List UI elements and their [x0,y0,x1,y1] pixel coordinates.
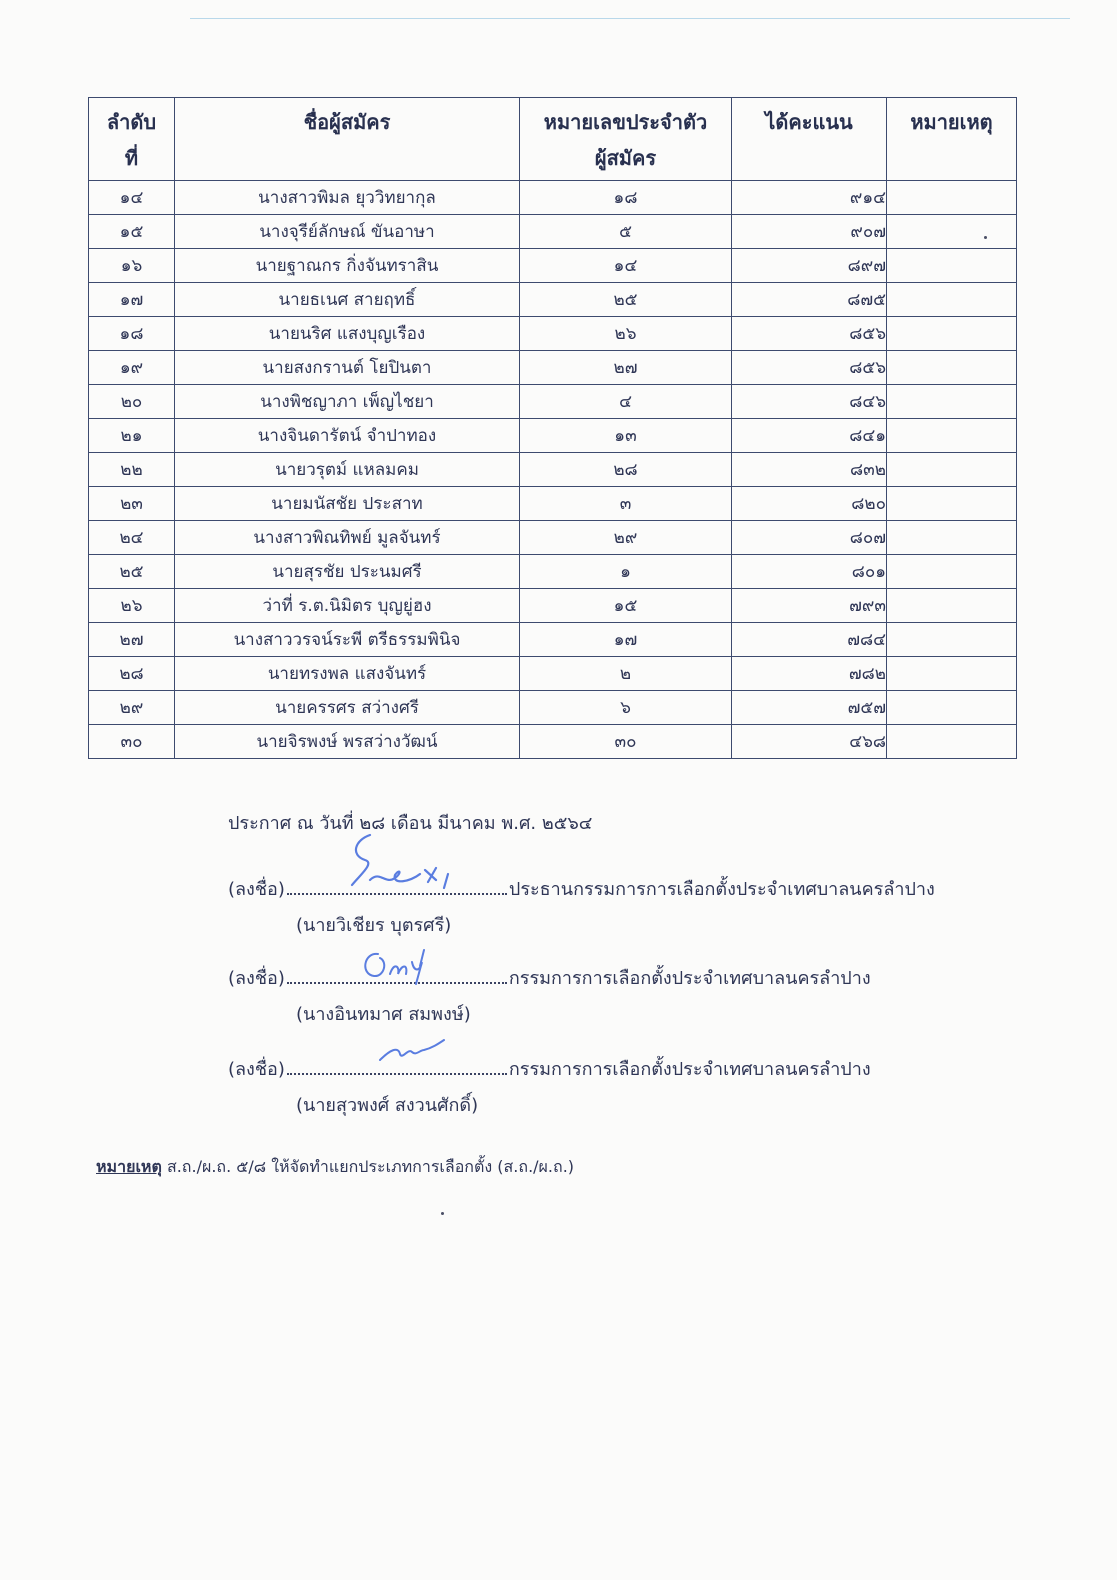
row-score: ๗๕๗ [732,691,887,725]
row-candidate-id: ๒๕ [520,283,732,317]
row-seq-number: ๒๒ [89,453,175,487]
row-candidate-name: นางพิชญาภา เพ็ญไชยา [175,385,520,419]
row-candidate-name: นางสาววรจน์ระพี ตรีธรรมพินิจ [175,623,520,657]
row-candidate-name: นายนริศ แสงบุญเรือง [175,317,520,351]
row-candidate-id: ๔ [520,385,732,419]
table-row [89,181,1017,215]
row-seq-number: ๑๖ [89,249,175,283]
row-candidate-name: นางจินดารัตน์ จำปาทอง [175,419,520,453]
table-row [89,351,1017,385]
row-remark [887,623,1017,657]
table-row [89,555,1017,589]
signature-scribble-member-1 [356,944,436,989]
row-seq-number: ๑๗ [89,283,175,317]
row-candidate-id: ๑๘ [520,181,732,215]
row-remark [887,385,1017,419]
table-row [89,249,1017,283]
table-row [89,521,1017,555]
row-remark [887,555,1017,589]
speck-dot [441,1212,444,1215]
row-remark [887,521,1017,555]
row-score: ๗๙๓ [732,589,887,623]
footnote-label: หมายเหตุ [96,1157,162,1176]
row-candidate-id: ๑๓ [520,419,732,453]
row-seq-number: ๑๔ [89,181,175,215]
table-row [89,657,1017,691]
table-row [89,215,1017,249]
row-candidate-id: ๕ [520,215,732,249]
table-row [89,419,1017,453]
row-candidate-id: ๑ [520,555,732,589]
signature-role: กรรมการการเลือกตั้งประจำเทศบาลนครลำปาง [508,1059,871,1080]
top-rule [190,18,1070,19]
header-id: หมายเลขประจำตัว ผู้สมัคร [520,98,732,181]
row-candidate-name: นายมนัสชัย ประสาท [175,487,520,521]
row-seq-number: ๓๐ [89,725,175,759]
table-row [89,385,1017,419]
header-remark: หมายเหตุ [887,98,1017,181]
signature-scribble-chairman [340,830,460,895]
row-candidate-name: นายธเนศ สายฤทธิ์ [175,283,520,317]
row-candidate-name: นายทรงพล แสงจันทร์ [175,657,520,691]
signature-row-member-2 [228,1054,871,1083]
row-seq-number: ๑๙ [89,351,175,385]
table-row [89,589,1017,623]
row-score: ๗๘๒ [732,657,887,691]
row-seq-number: ๑๘ [89,317,175,351]
row-seq-number: ๒๙ [89,691,175,725]
row-remark [887,419,1017,453]
row-remark [887,657,1017,691]
signature-prefix: (ลงชื่อ) [228,879,285,900]
row-candidate-name: นางสาวพิมล ยุววิทยากุล [175,181,520,215]
table-row [89,487,1017,521]
signature-row-member-1 [228,963,871,992]
results-table [88,97,1017,759]
row-remark [887,317,1017,351]
row-remark [887,215,1017,249]
row-candidate-id: ๑๕ [520,589,732,623]
header-seq: ลำดับ ที่ [89,98,175,181]
row-candidate-name: นางสาวพิณทิพย์ มูลจันทร์ [175,521,520,555]
row-seq-number: ๒๑ [89,419,175,453]
row-candidate-id: ๒๙ [520,521,732,555]
announcement-date: ประกาศ ณ วันที่ ๒๘ เดือน มีนาคม พ.ศ. ๒๕๖๔ [228,813,593,834]
signature-role: ประธานกรรมการการเลือกตั้งประจำเทศบาลนครลำปาง [508,879,935,900]
row-remark [887,249,1017,283]
row-remark [887,453,1017,487]
row-seq-number: ๒๓ [89,487,175,521]
row-candidate-id: ๒๘ [520,453,732,487]
row-remark [887,589,1017,623]
row-candidate-name: นายสุรชัย ประนมศรี [175,555,520,589]
row-candidate-id: ๑๔ [520,249,732,283]
table-header-row [89,98,1017,181]
footnote-text: ส.ถ./ผ.ถ. ๕/๘ ให้จัดทำแยกประเภทการเลือกตั้ง (ส.ถ./ผ.ถ.) [166,1157,575,1176]
row-seq-number: ๒๕ [89,555,175,589]
row-candidate-name: นายวรุตม์ แหลมคม [175,453,520,487]
table-row [89,317,1017,351]
row-score: ๘๙๗ [732,249,887,283]
signature-row-chairman [228,874,935,903]
row-score: ๘๔๖ [732,385,887,419]
row-score: ๙๐๗ [732,215,887,249]
row-score: ๘๒๐ [732,487,887,521]
row-remark [887,283,1017,317]
row-seq-number: ๒๔ [89,521,175,555]
row-score: ๘๕๖ [732,351,887,385]
row-candidate-id: ๓๐ [520,725,732,759]
row-remark [887,351,1017,385]
row-seq-number: ๒๖ [89,589,175,623]
row-candidate-name: นายสงกรานต์ โยปินตา [175,351,520,385]
row-candidate-name: ว่าที่ ร.ต.นิมิตร บุญยู่ฮง [175,589,520,623]
row-score: ๘๔๑ [732,419,887,453]
signature-role: กรรมการการเลือกตั้งประจำเทศบาลนครลำปาง [508,968,871,989]
row-score: ๘๐๗ [732,521,887,555]
row-score: ๔๖๘ [732,725,887,759]
row-score: ๘๐๑ [732,555,887,589]
row-remark [887,725,1017,759]
table-row [89,691,1017,725]
row-seq-number: ๒๗ [89,623,175,657]
table-row [89,453,1017,487]
row-score: ๘๓๒ [732,453,887,487]
header-score: ได้คะแนน [732,98,887,181]
row-candidate-name: นางจุรีย์ลักษณ์ ขันอาษา [175,215,520,249]
row-candidate-id: ๒ [520,657,732,691]
row-remark [887,181,1017,215]
table-row [89,623,1017,657]
row-remark [887,487,1017,521]
speck-dot [984,236,987,239]
row-candidate-id: ๒๗ [520,351,732,385]
row-candidate-name: นายจิรพงษ์ พรสว่างวัฒน์ [175,725,520,759]
signature-scribble-member-2 [376,1036,448,1066]
row-score: ๘๕๖ [732,317,887,351]
row-candidate-id: ๑๗ [520,623,732,657]
row-candidate-id: ๒๖ [520,317,732,351]
row-score: ๘๗๕ [732,283,887,317]
row-candidate-name: นายฐาณกร กิ่งจันทราสิน [175,249,520,283]
table-row [89,283,1017,317]
footnote [96,1155,574,1180]
row-remark [887,691,1017,725]
row-seq-number: ๒๐ [89,385,175,419]
row-candidate-id: ๓ [520,487,732,521]
row-score: ๗๘๔ [732,623,887,657]
row-seq-number: ๒๘ [89,657,175,691]
row-candidate-name: นายครรศร สว่างศรี [175,691,520,725]
table-row [89,725,1017,759]
signature-prefix: (ลงชื่อ) [228,1059,285,1080]
signatory-name-member-1: (นางอินทมาศ สมพงษ์) [296,1004,471,1025]
row-seq-number: ๑๕ [89,215,175,249]
row-candidate-id: ๖ [520,691,732,725]
row-score: ๙๑๔ [732,181,887,215]
signatory-name-chairman: (นายวิเชียร บุตรศรี) [296,915,452,936]
header-name: ชื่อผู้สมัคร [175,98,520,181]
signatory-name-member-2: (นายสุวพงศ์ สงวนศักดิ์) [296,1095,479,1116]
signature-prefix: (ลงชื่อ) [228,968,285,989]
